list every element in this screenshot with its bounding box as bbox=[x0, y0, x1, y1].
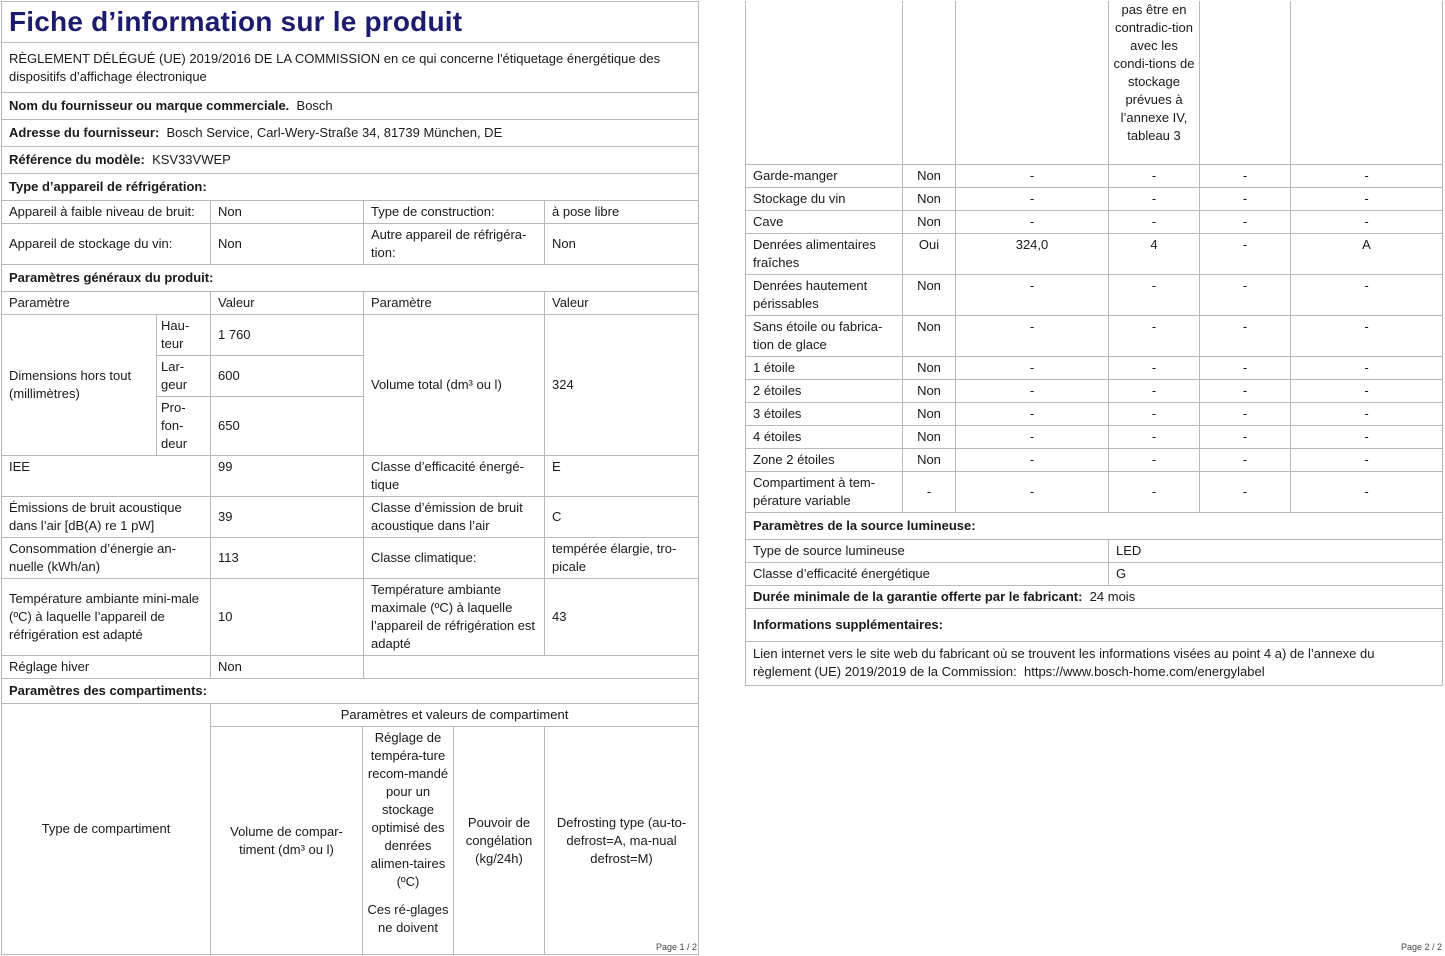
compartment-freezing: - bbox=[1200, 471, 1291, 512]
compartment-row bbox=[746, 402, 1443, 425]
compartment-name: 3 étoiles bbox=[746, 402, 903, 425]
light-class-label: Classe d’efficacité énergétique bbox=[746, 562, 1109, 585]
construction-label: Type de construction: bbox=[364, 201, 545, 224]
compartment-freezing: - bbox=[1200, 233, 1291, 274]
col-param-1: Paramètre bbox=[2, 292, 211, 315]
warranty-label: Durée minimale de la garantie offerte par le fabricant: bbox=[753, 588, 1083, 604]
compartment-temp: 4 bbox=[1109, 233, 1200, 274]
compartment-name: Stockage du vin bbox=[746, 187, 903, 210]
light-heading: Paramètres de la source lumineuse: bbox=[746, 512, 1443, 539]
continued-empty-5 bbox=[1291, 1, 1443, 164]
compartment-present: Non bbox=[903, 274, 956, 315]
other-appliance-label: Autre appareil de réfrigéra-tion: bbox=[364, 224, 545, 265]
compartment-rows bbox=[746, 164, 1443, 512]
compartment-name: 2 étoiles bbox=[746, 379, 903, 402]
supplier-value: Bosch bbox=[296, 98, 333, 113]
compartment-temp: - bbox=[1109, 402, 1200, 425]
compartment-present: Non bbox=[903, 448, 956, 471]
compartment-values-table bbox=[745, 1, 1443, 686]
light-class-value: G bbox=[1109, 562, 1443, 585]
width-label: Lar-geur bbox=[157, 356, 211, 397]
col-value-1: Valeur bbox=[211, 292, 364, 315]
address-value: Bosch Service, Carl-Wery-Straße 34, 81739 München, DE bbox=[166, 125, 503, 140]
compartment-row bbox=[746, 356, 1443, 379]
compartment-freezing: - bbox=[1200, 210, 1291, 233]
compartment-defrost: - bbox=[1291, 210, 1443, 233]
compartment-present: Non bbox=[903, 187, 956, 210]
compartment-volume: - bbox=[956, 187, 1109, 210]
compartment-name: Cave bbox=[746, 210, 903, 233]
recommended-temp-header: Réglage de tempéra-ture recom-mandé pour un stockage optimisé des denrées alimen-taires (ºC) bbox=[363, 727, 454, 899]
compartment-volume: - bbox=[956, 379, 1109, 402]
compartment-volume-header: Volume de compar-timent (dm³ ou l) bbox=[211, 727, 363, 955]
compartment-temp: - bbox=[1109, 315, 1200, 356]
compartment-defrost: - bbox=[1291, 379, 1443, 402]
compartment-temp: - bbox=[1109, 164, 1200, 187]
min-temp-value: 10 bbox=[211, 579, 364, 656]
compartment-defrost: - bbox=[1291, 315, 1443, 356]
compartment-temp: - bbox=[1109, 425, 1200, 448]
energy-class-label: Classe d’efficacité énergé-tique bbox=[364, 456, 545, 497]
supplier-row bbox=[2, 93, 699, 120]
compartment-temp: - bbox=[1109, 471, 1200, 512]
compartment-defrost: - bbox=[1291, 402, 1443, 425]
continued-empty-4 bbox=[1200, 1, 1291, 164]
low-noise-label: Appareil à faible niveau de bruit: bbox=[2, 201, 211, 224]
compartment-type-header: Type de compartiment bbox=[2, 704, 211, 955]
light-type-value: LED bbox=[1109, 539, 1443, 562]
dimensions-label: Dimensions hors tout (millimètres) bbox=[2, 315, 157, 456]
compartment-freezing: - bbox=[1200, 379, 1291, 402]
compartment-row bbox=[746, 471, 1443, 512]
compartment-present: Non bbox=[903, 315, 956, 356]
regulation-text: RÈGLEMENT DÉLÉGUÉ (UE) 2019/2016 DE LA COMMISSION en ce qui concerne l'étiquetage énergétique des dispositifs d’affichage électronique bbox=[2, 43, 699, 93]
compartment-row bbox=[746, 164, 1443, 187]
noise-class-label: Classe d’émission de bruit acoustique dans l’air bbox=[364, 497, 545, 538]
height-value: 1 760 bbox=[211, 315, 364, 356]
compartment-present: Non bbox=[903, 210, 956, 233]
address-label: Adresse du fournisseur: bbox=[9, 125, 160, 140]
compartment-row bbox=[746, 448, 1443, 471]
compartment-temp: - bbox=[1109, 379, 1200, 402]
compartment-temp: - bbox=[1109, 274, 1200, 315]
compartment-row bbox=[746, 315, 1443, 356]
energy-consumption-label: Consommation d’énergie an-nuelle (kWh/an) bbox=[2, 538, 211, 579]
compartment-freezing: - bbox=[1200, 448, 1291, 471]
compartment-freezing: - bbox=[1200, 187, 1291, 210]
iee-label: IEE bbox=[2, 456, 211, 497]
compartment-row bbox=[746, 274, 1443, 315]
page-number-2: Page 2 / 2 bbox=[1401, 942, 1443, 952]
model-label: Référence du modèle: bbox=[9, 152, 145, 167]
wine-storage-value: Non bbox=[211, 224, 364, 265]
compartment-present: Non bbox=[903, 164, 956, 187]
col-value-2: Valeur bbox=[545, 292, 699, 315]
compartment-temp: - bbox=[1109, 210, 1200, 233]
extra-heading: Informations supplémentaires: bbox=[746, 608, 1443, 641]
col-param-2: Paramètre bbox=[364, 292, 545, 315]
compartment-name: Denrées hautement périssables bbox=[746, 274, 903, 315]
compartment-volume: - bbox=[956, 425, 1109, 448]
depth-label: Pro-fon-deur bbox=[157, 397, 211, 456]
compartment-freezing: - bbox=[1200, 164, 1291, 187]
compartment-name: Garde-manger bbox=[746, 164, 903, 187]
compartment-present: - bbox=[903, 471, 956, 512]
compartment-row bbox=[746, 233, 1443, 274]
compartment-name: 1 étoile bbox=[746, 356, 903, 379]
compartment-defrost: - bbox=[1291, 356, 1443, 379]
width-value: 600 bbox=[211, 356, 364, 397]
compartment-volume: - bbox=[956, 210, 1109, 233]
total-volume-value: 324 bbox=[545, 315, 699, 456]
compartment-freezing: - bbox=[1200, 274, 1291, 315]
compartment-row bbox=[746, 210, 1443, 233]
warranty-row bbox=[746, 585, 1443, 608]
compartment-temp: - bbox=[1109, 448, 1200, 471]
compartment-volume: - bbox=[956, 471, 1109, 512]
compartment-present: Non bbox=[903, 425, 956, 448]
compartment-present: Non bbox=[903, 402, 956, 425]
noise-emission-label: Émissions de bruit acoustique dans l’air [dB(A) re 1 pW] bbox=[2, 497, 211, 538]
compartment-defrost: - bbox=[1291, 448, 1443, 471]
warranty-value: 24 mois bbox=[1089, 588, 1136, 604]
compartment-name: Compartiment à tem-pérature variable bbox=[746, 471, 903, 512]
compartment-defrost: A bbox=[1291, 233, 1443, 274]
compartment-freezing: - bbox=[1200, 315, 1291, 356]
continued-empty-3 bbox=[956, 1, 1109, 164]
compartment-present: Non bbox=[903, 379, 956, 402]
compartment-temp: - bbox=[1109, 187, 1200, 210]
wine-storage-label: Appareil de stockage du vin: bbox=[2, 224, 211, 265]
compartment-name: Sans étoile ou fabrica-tion de glace bbox=[746, 315, 903, 356]
defrosting-header: Defrosting type (au-to-defrost=A, ma-nual defrost=M) bbox=[545, 727, 699, 955]
depth-value: 650 bbox=[211, 397, 364, 456]
compartment-volume: - bbox=[956, 356, 1109, 379]
compartment-temp: - bbox=[1109, 356, 1200, 379]
continued-temp-note: pas être en contradic-tion avec les condi-tions de stockage prévues à l’annexe IV, tableau 3 bbox=[1109, 1, 1200, 164]
compartment-volume: - bbox=[956, 164, 1109, 187]
height-label: Hau-teur bbox=[157, 315, 211, 356]
general-params-heading: Paramètres généraux du produit: bbox=[2, 265, 699, 292]
light-type-label: Type de source lumineuse bbox=[746, 539, 1109, 562]
compartment-freezing: - bbox=[1200, 425, 1291, 448]
noise-class-value: C bbox=[545, 497, 699, 538]
freezing-capacity-header: Pouvoir de congélation (kg/24h) bbox=[454, 727, 545, 955]
compartment-header-table bbox=[1, 703, 699, 955]
extra-info-row bbox=[746, 641, 1443, 685]
compartments-heading: Paramètres des compartiments: bbox=[2, 679, 699, 704]
other-appliance-value: Non bbox=[545, 224, 699, 265]
continued-empty-2 bbox=[903, 1, 956, 164]
page-number-1: Page 1 / 2 bbox=[656, 942, 698, 952]
min-temp-label: Température ambiante mini-male (ºC) à laquelle l’appareil de réfrigération est adapté bbox=[2, 579, 211, 656]
compartment-defrost: - bbox=[1291, 471, 1443, 512]
climate-class-value: tempérée élargie, tro-picale bbox=[545, 538, 699, 579]
max-temp-label: Température ambiante maximale (ºC) à laquelle l’appareil de réfrigération est adapté bbox=[364, 579, 545, 656]
compartment-values-heading: Paramètres et valeurs de compartiment bbox=[211, 704, 699, 727]
noise-emission-value: 39 bbox=[211, 497, 364, 538]
compartment-freezing: - bbox=[1200, 356, 1291, 379]
low-noise-value: Non bbox=[211, 201, 364, 224]
page-2 bbox=[745, 1, 1442, 679]
energy-label-link[interactable]: https://www.bosch-home.com/energylabel bbox=[1023, 664, 1265, 679]
energy-class-value: E bbox=[545, 456, 699, 497]
address-row bbox=[2, 120, 699, 147]
compartment-volume: - bbox=[956, 274, 1109, 315]
winter-setting-value: Non bbox=[211, 656, 364, 679]
iee-value: 99 bbox=[211, 456, 364, 497]
model-value: KSV33VWEP bbox=[152, 152, 231, 167]
total-volume-label: Volume total (dm³ ou l) bbox=[364, 315, 545, 456]
compartment-present: Oui bbox=[903, 233, 956, 274]
compartment-defrost: - bbox=[1291, 164, 1443, 187]
compartment-row bbox=[746, 187, 1443, 210]
compartment-name: Denrées alimentaires fraîches bbox=[746, 233, 903, 274]
compartment-volume: - bbox=[956, 402, 1109, 425]
compartment-volume: - bbox=[956, 448, 1109, 471]
supplier-label: Nom du fournisseur ou marque commerciale. bbox=[9, 98, 290, 113]
winter-setting-label: Réglage hiver bbox=[2, 656, 211, 679]
page-title: Fiche d’information sur le produit bbox=[2, 2, 699, 43]
page-1 bbox=[1, 1, 698, 935]
appliance-type-heading: Type d’appareil de réfrigération: bbox=[2, 174, 699, 201]
compartment-defrost: - bbox=[1291, 425, 1443, 448]
empty-cell bbox=[364, 656, 699, 679]
compartment-row bbox=[746, 379, 1443, 402]
compartment-name: 4 étoiles bbox=[746, 425, 903, 448]
model-row bbox=[2, 147, 699, 174]
energy-consumption-value: 113 bbox=[211, 538, 364, 579]
compartment-defrost: - bbox=[1291, 274, 1443, 315]
max-temp-value: 43 bbox=[545, 579, 699, 656]
construction-value: à pose libre bbox=[545, 201, 699, 224]
compartment-defrost: - bbox=[1291, 187, 1443, 210]
climate-class-label: Classe climatique: bbox=[364, 538, 545, 579]
compartment-freezing: - bbox=[1200, 402, 1291, 425]
continued-empty-1 bbox=[746, 1, 903, 164]
compartment-name: Zone 2 étoiles bbox=[746, 448, 903, 471]
compartment-row bbox=[746, 425, 1443, 448]
compartment-volume: 324,0 bbox=[956, 233, 1109, 274]
compartment-volume: - bbox=[956, 315, 1109, 356]
compartment-present: Non bbox=[903, 356, 956, 379]
product-info-table bbox=[1, 1, 699, 704]
recommended-temp-note: Ces ré-glages ne doivent bbox=[363, 899, 454, 955]
extra-text: Lien internet vers le site web du fabricant où se trouvent les informations visées au point 4 a) de l’annexe du règlement (UE) 2019/2019 de la Commission: bbox=[753, 646, 1375, 679]
